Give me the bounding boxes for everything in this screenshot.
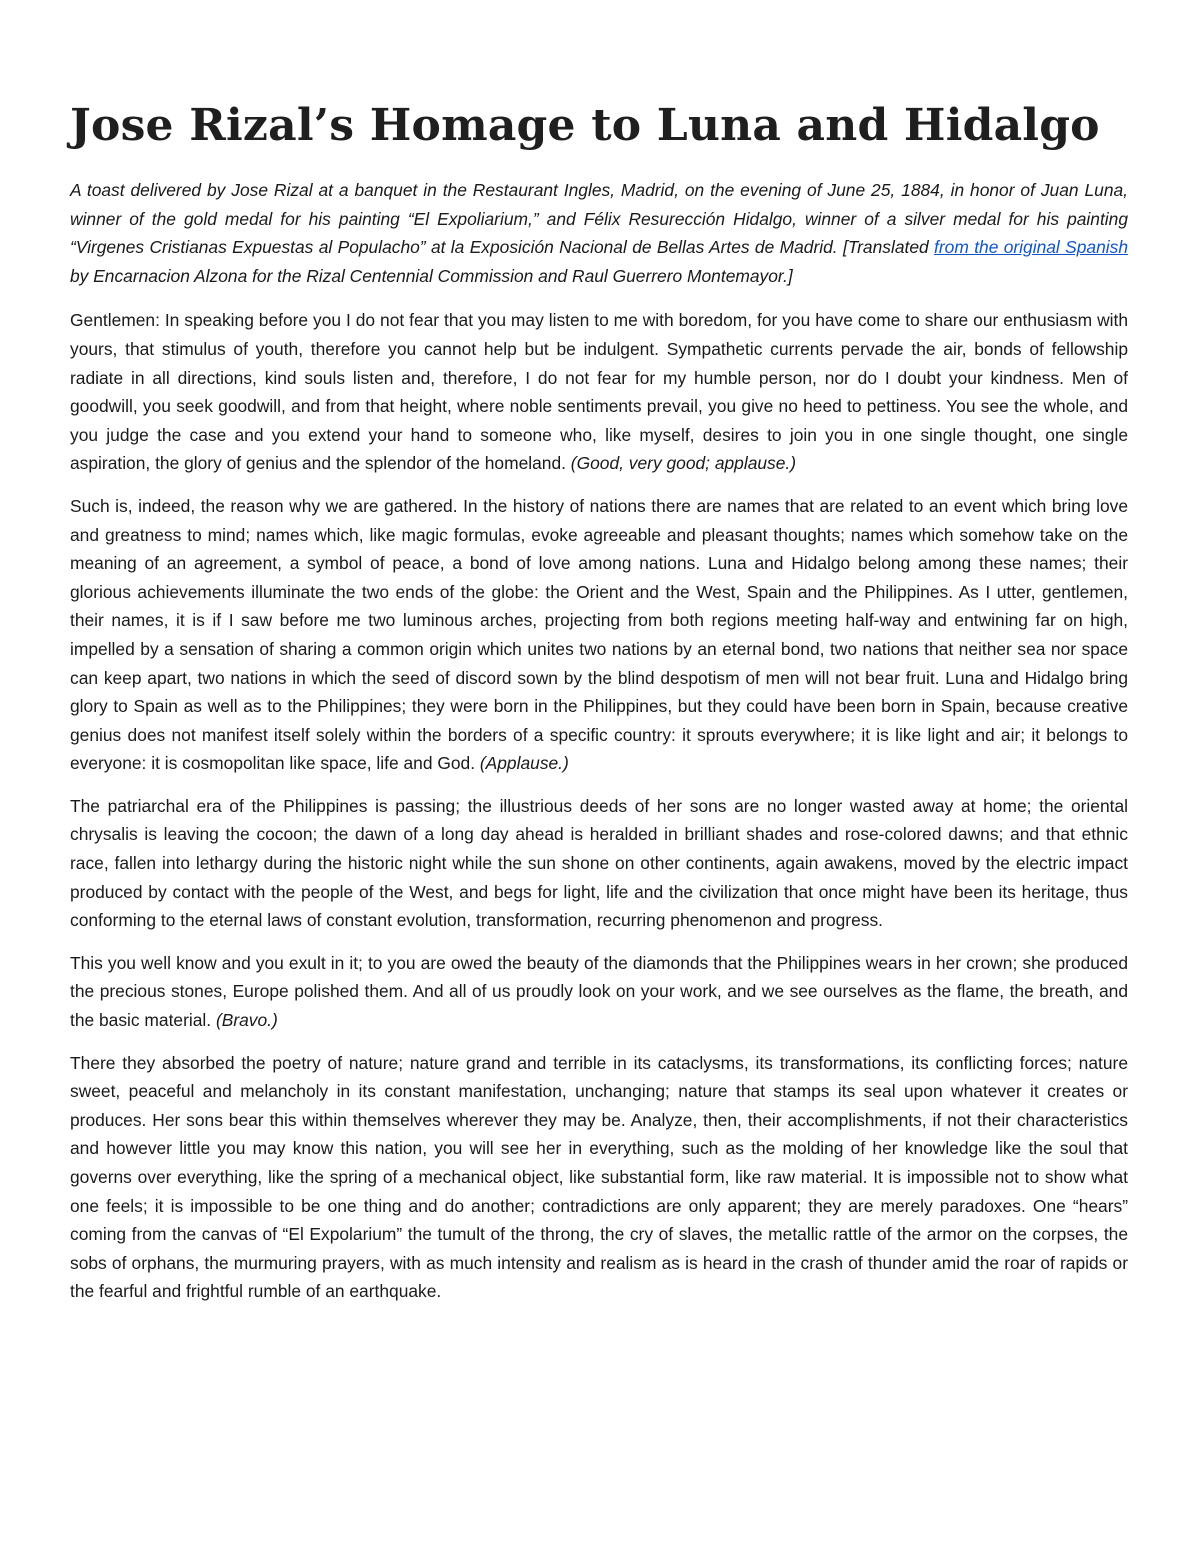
- paragraph-aside: (Applause.): [479, 753, 569, 774]
- document-title: Jose Rizal’s Homage to Luna and Hidalgo: [70, 100, 1100, 151]
- original-spanish-link[interactable]: from the original Spanish: [934, 237, 1128, 258]
- paragraph-5: [70, 1049, 1128, 1306]
- paragraph-text: There they absorbed the poetry of nature; nature grand and terrible in its cataclysms, its transformations, its conflicting forces; nature sweet, peaceful and melancholy in its constant manifestation, unchanging; nature that stamps its seal upon whatever it creates or produces. Her sons bear this within themselves wherever they may be. Analyze, then, their accomplishments, if not their characteristics and however little you may know this nation, you will see her in everything, such as the molding of her knowledge like the soul that governs over everything, like the spring of a mechanical object, like substantial form, like raw material. It is impossible not to show what one feels; it is impossible to be one thing and do another; contradictions are only apparent; they are merely paradoxes. One “hears” coming from the canvas of “El Expolarium” the tumult of the throng, the cry of slaves, the metallic rattle of the armor on the corpses, the sobs of orphans, the murmuring prayers, with as much intensity and realism as is heard in the crash of thunder amid the roar of rapids or the fearful and frightful rumble of an earthquake.: [70, 1052, 1128, 1302]
- paragraph-2: [70, 492, 1128, 778]
- paragraph-text: Gentlemen: In speaking before you I do not fear that you may listen to me with boredom, for you have come to share our enthusiasm with yours, that stimulus of youth, therefore you cannot help but be indulgent. Sympathetic currents pervade the air, bonds of fellowship radiate in all directions, kind souls listen and, therefore, I do not fear for my humble person, nor do I doubt your kindness. Men of goodwill, you seek goodwill, and from that height, where noble sentiments prevail, you give no heed to pettiness. You see the whole, and you judge the case and you extend your hand to someone who, like myself, desires to join you in one single thought, one single aspiration, the glory of genius and the splendor of the homeland.: [70, 310, 1128, 474]
- paragraph-4: [70, 949, 1128, 1035]
- intro-tail: by Encarnacion Alzona for the Rizal Centennial Commission and Raul Guerrero Montemayor.]: [70, 265, 793, 286]
- paragraph-text: This you well know and you exult in it; to you are owed the beauty of the diamonds that the Philippines wears in her crown; she produced the precious stones, Europe polished them. And all of us proudly look on your work, and we see ourselves as the flame, the breath, and the basic material.: [70, 952, 1128, 1031]
- document-page: [70, 98, 1128, 1320]
- paragraph-aside: (Bravo.): [215, 1010, 278, 1031]
- paragraph-text: Such is, indeed, the reason why we are gathered. In the history of nations there are names that are related to an event which bring love and greatness to mind; names which, like magic formulas, evoke agreeable and pleasant thoughts; names which somehow take on the meaning of an agreement, a symbol of peace, a bond of love among nations. Luna and Hidalgo belong among these names; their glorious achievements illuminate the two ends of the globe: the Orient and the West, Spain and the Philippines. As I utter, gentlemen, their names, it is if I saw before me two luminous arches, projecting from both regions meeting half-way and entwining far on high, impelled by a sensation of sharing a common origin which unites two nations by an eternal bond, two nations that neither sea nor space can keep apart, two nations in which the seed of discord sown by the blind despotism of men will not bear fruit. Luna and Hidalgo bring glory to Spain as well as to the Philippines; they were born in the Philippines, but they could have been born in Spain, because creative genius does not manifest itself solely within the borders of a specific country: it sprouts everywhere; it is like light and air; it belongs to everyone: it is cosmopolitan like space, life and God.: [70, 495, 1128, 774]
- intro-paragraph: [70, 176, 1128, 290]
- intro-lead: A toast delivered by Jose Rizal at a banquet in the Restaurant Ingles, Madrid, on the evening of June 25, 1884, in honor of Juan Luna, winner of the gold medal for his painting “El Expoliarium,” and Félix Resurección Hidalgo, winner of a silver medal for his painting “Virgenes Cristianas Expuestas al Populacho” at la Exposición Nacional de Bellas Artes de Madrid. [Translated: [70, 180, 1128, 258]
- paragraph-1: [70, 306, 1128, 478]
- paragraph-aside: (Good, very good; applause.): [570, 453, 797, 474]
- paragraph-3: [70, 792, 1128, 935]
- paragraph-text: The patriarchal era of the Philippines is passing; the illustrious deeds of her sons are no longer wasted away at home; the oriental chrysalis is leaving the cocoon; the dawn of a long day ahead is heralded in brilliant shades and rose-colored dawns; and that ethnic race, fallen into lethargy during the historic night while the sun shone on other continents, again awakens, moved by the electric impact produced by contact with the people of the West, and begs for light, life and the civilization that once might have been its heritage, thus conforming to the eternal laws of constant evolution, transformation, recurring phenomenon and progress.: [70, 795, 1128, 931]
